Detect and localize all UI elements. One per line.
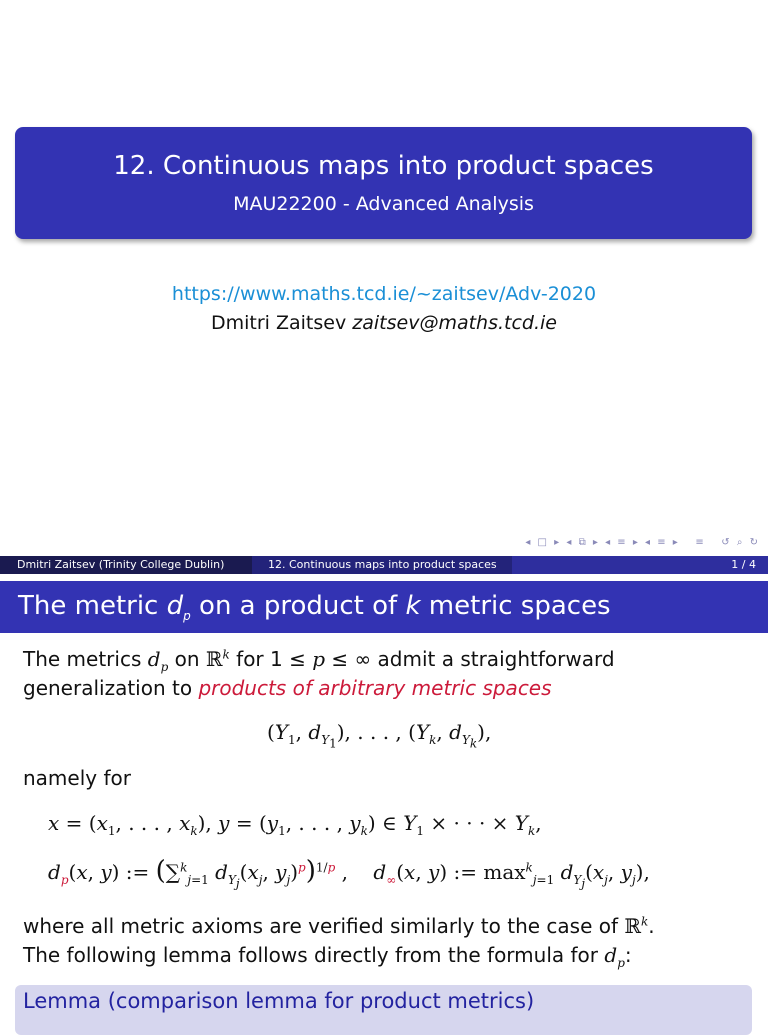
paragraph-line-2: generalization to products of arbitrary metric spaces	[23, 676, 552, 700]
frame-title-bar	[0, 581, 768, 633]
course-url-link[interactable]: https://www.maths.tcd.ie/~zaitsev/Adv-2020	[171, 283, 597, 305]
footer-author: Dmitri Zaitsev (Trinity College Dublin)	[17, 558, 225, 571]
footer-page-section	[512, 556, 768, 574]
product-spaces-formula: ($Y_1$, $d_{Y_1}$), . . . , ($Y_k$, $d_{Y_k}$),	[267, 720, 492, 751]
paragraph-line-3: where all metric axioms are verified similarly to the case of ℝ$^k$.	[23, 914, 655, 938]
footer-page-number: 1 / 4	[731, 558, 756, 571]
frame-title: The metric $d_p$ on a product of k metric spaces	[18, 591, 611, 624]
footer-title-section	[252, 556, 512, 574]
author-email: zaitsev@maths.tcd.ie	[352, 312, 557, 334]
footer-author-section	[0, 556, 252, 574]
paragraph-line-1: The metrics $d_p$ on ℝ$^k$ for 1 ≤ p ≤ ∞ admit a straightforward	[23, 647, 615, 674]
beamer-navigation-icons[interactable]: ◂ □ ▸ ◂ ⧉ ▸ ◂ ≡ ▸ ◂ ≡ ▸ ≡ ↺ ⌕ ↻	[525, 537, 760, 548]
lemma-title: Lemma (comparison lemma for product metrics)	[23, 989, 535, 1013]
author-line	[0, 312, 768, 334]
slide-subtitle: MAU22200 - Advanced Analysis	[233, 193, 534, 215]
points-definition-formula: $x = (x_1$, . . . , $x_k$), $y = (y_1$, . . . , $y_k$) ∈ $Y_1$ × · · · × $Y_k$,	[48, 811, 542, 838]
footer-title: 12. Continuous maps into product spaces	[268, 558, 497, 571]
highlighted-phrase: products of arbitrary metric spaces	[198, 676, 552, 700]
title-box	[15, 127, 752, 239]
footer-bar	[0, 556, 768, 574]
metric-definition-formula: $d_p(x$, y) := (∑$^k_{j=1}$ $d_{Y_j}(x_j$, $y_j)^p)^{1/p}$ , $d_\infty(x$, y) := $\max^k_{j=1} d_{Y_j}(x_j$, $y_j$),	[48, 856, 650, 891]
slide-title: 12. Continuous maps into product spaces	[113, 151, 654, 181]
namely-for-text: namely for	[23, 766, 131, 790]
lemma-block	[15, 985, 752, 1035]
paragraph-line-4: The following lemma follows directly from the formula for $d_p$:	[23, 943, 632, 970]
author-name: Dmitri Zaitsev	[211, 312, 347, 334]
